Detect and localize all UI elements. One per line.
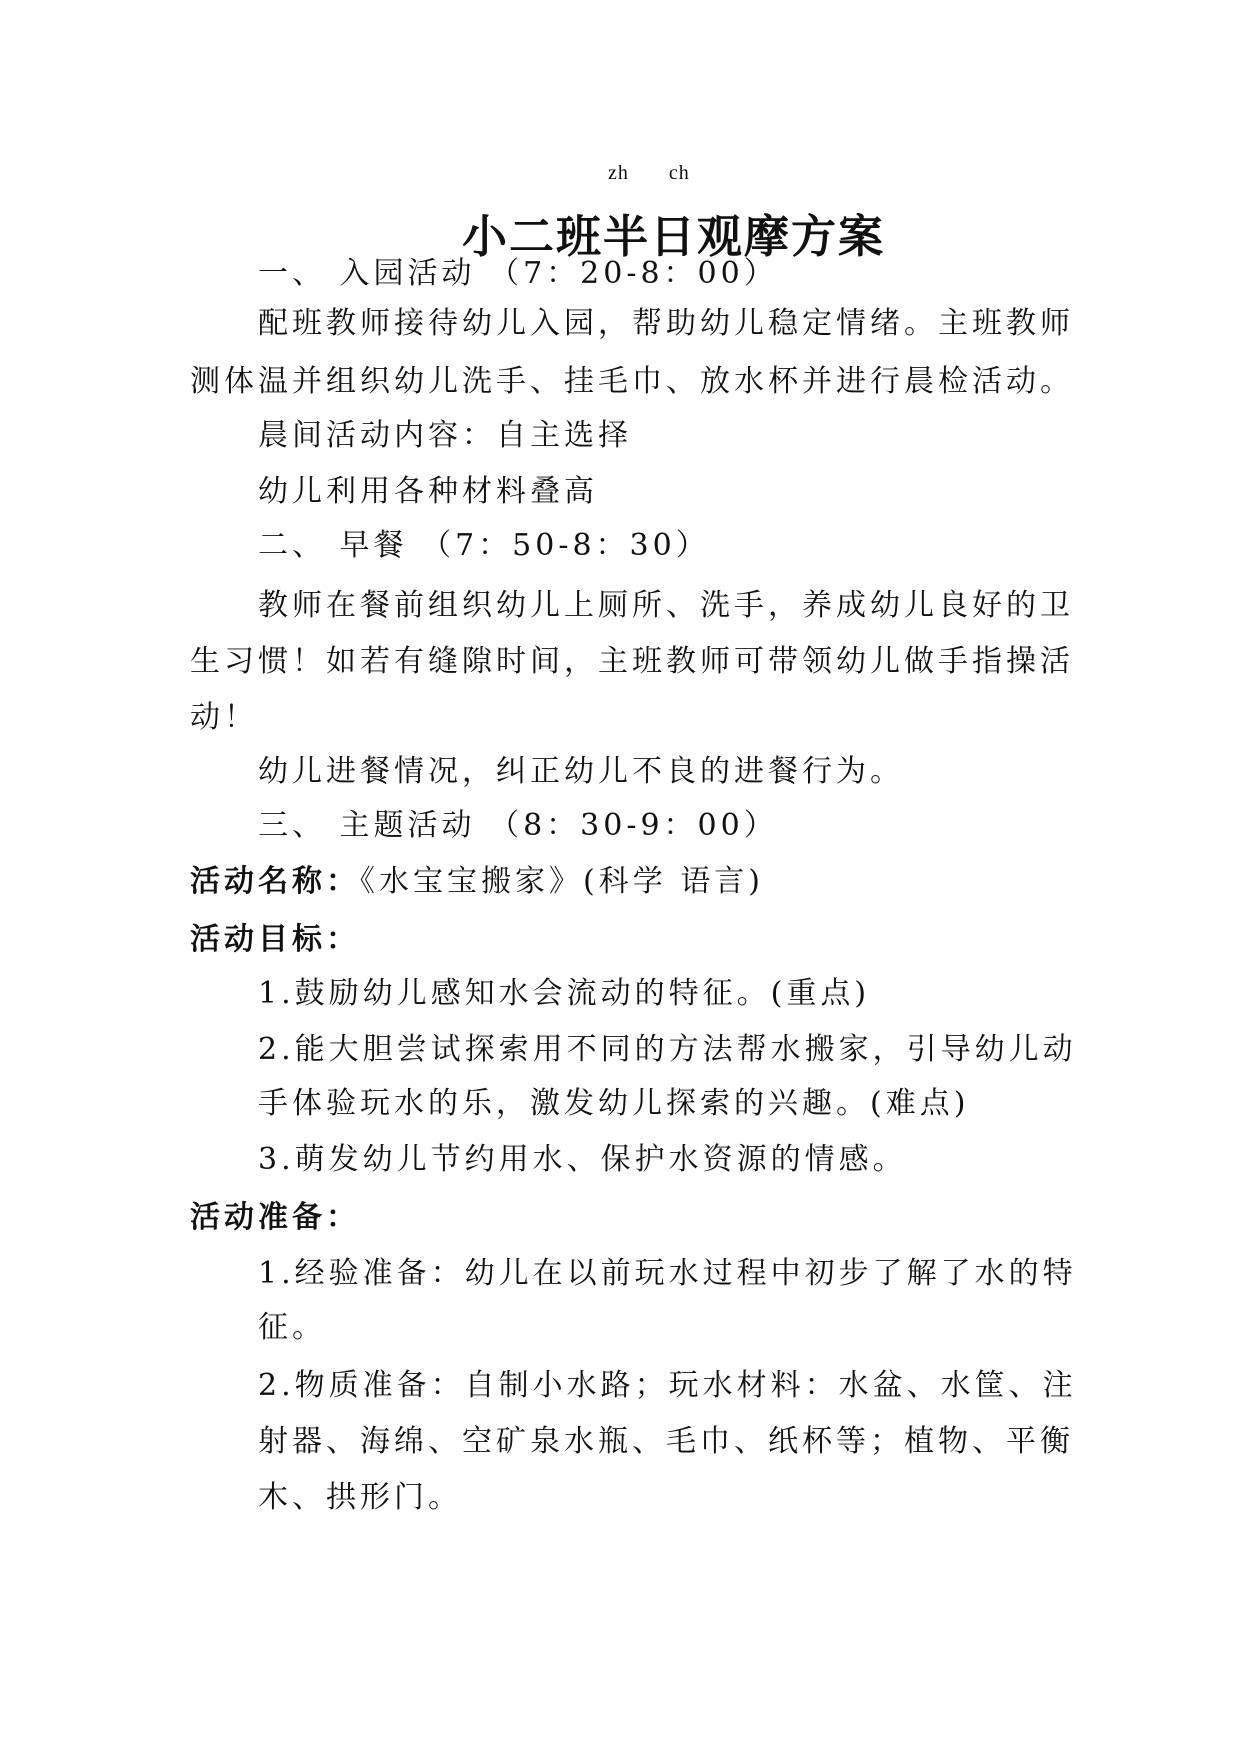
paragraph-line: 幼儿利用各种材料叠高 xyxy=(258,474,598,509)
paragraph-line: 教师在餐前组织幼儿上厕所、洗手，养成幼儿良好的卫 xyxy=(258,588,1074,623)
goals-label: 活动目标： xyxy=(190,922,360,957)
activity-name-line xyxy=(190,856,764,900)
activity-name-value: 《水宝宝搬家》(科学 语言) xyxy=(360,864,764,899)
paragraph-line: 幼儿进餐情况，纠正幼儿不良的进餐行为。 xyxy=(258,754,904,789)
paragraph-line: 生习惯！如若有缝隙时间，主班教师可带领幼儿做手指操活 xyxy=(190,644,1074,679)
prep-item: 征。 xyxy=(258,1310,326,1345)
goal-item: 1.鼓励幼儿感知水会流动的特征。(重点) xyxy=(258,976,871,1011)
paragraph-line: 测体温并组织幼儿洗手、挂毛巾、放水杯并进行晨检活动。 xyxy=(190,364,1074,399)
goal-item: 3.萌发幼儿节约用水、保护水资源的情感。 xyxy=(258,1142,907,1177)
pinyin-annotation: zh ch xyxy=(608,162,690,184)
prep-item: 射器、海绵、空矿泉水瓶、毛巾、纸杯等；植物、平衡 xyxy=(258,1424,1074,1459)
goal-item: 2.能大胆尝试探索用不同的方法帮水搬家，引导幼儿动 xyxy=(258,1032,1077,1067)
section-heading-breakfast: 二、 早餐 （7：50-8：30） xyxy=(258,528,710,563)
section-heading-arrival: 一、 入园活动 （7：20-8：00） xyxy=(258,256,778,291)
prep-item: 2.物质准备：自制小水路；玩水材料：水盆、水筐、注 xyxy=(258,1368,1077,1403)
document-title: 小二班半日观摩方案 xyxy=(462,210,886,263)
prep-label: 活动准备： xyxy=(190,1200,360,1235)
paragraph-line: 晨间活动内容：自主选择 xyxy=(258,418,632,453)
activity-name-label: 活动名称： xyxy=(190,864,360,899)
paragraph-line: 动！ xyxy=(190,700,258,735)
paragraph-line: 配班教师接待幼儿入园，帮助幼儿稳定情绪。主班教师 xyxy=(258,306,1074,341)
section-heading-theme: 三、 主题活动 （8：30-9：00） xyxy=(258,808,778,843)
prep-item: 1.经验准备：幼儿在以前玩水过程中初步了解了水的特 xyxy=(258,1256,1077,1291)
goal-item: 手体验玩水的乐，激发幼儿探索的兴趣。(难点) xyxy=(258,1086,970,1121)
prep-item: 木、拱形门。 xyxy=(258,1480,462,1515)
